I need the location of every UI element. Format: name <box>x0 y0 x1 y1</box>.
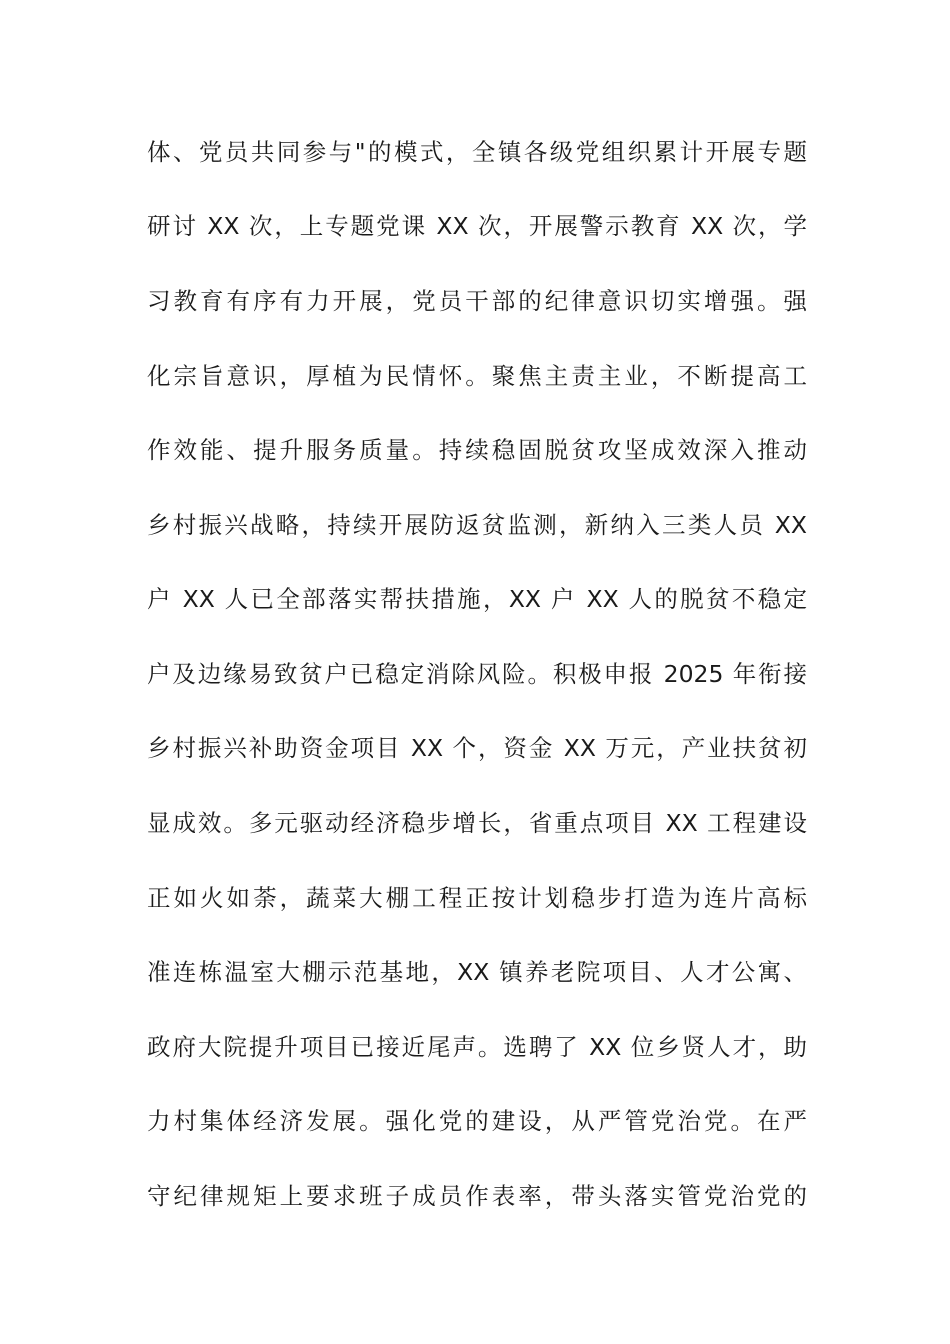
text-line: 体、党员共同参与"的模式，全镇各级党组织累计开展专题 <box>147 138 807 166</box>
text-line: 乡村振兴补助资金项目 XX 个，资金 XX 万元，产业扶贫初 <box>147 734 807 762</box>
text-line: 作效能、提升服务质量。持续稳固脱贫攻坚成效深入推动 <box>147 436 807 464</box>
text-line: 政府大院提升项目已接近尾声。选聘了 XX 位乡贤人才，助 <box>147 1033 807 1061</box>
text-line: 准连栋温室大棚示范基地，XX 镇养老院项目、人才公寓、 <box>147 958 807 986</box>
text-line: 正如火如荼，蔬菜大棚工程正按计划稳步打造为连片高标 <box>147 884 807 912</box>
text-line: 显成效。多元驱动经济稳步增长，省重点项目 XX 工程建设 <box>147 809 807 837</box>
text-line: 研讨 XX 次，上专题党课 XX 次，开展警示教育 XX 次，学 <box>147 212 807 240</box>
text-line: 户 XX 人已全部落实帮扶措施，XX 户 XX 人的脱贫不稳定 <box>147 585 807 613</box>
text-line: 力村集体经济发展。强化党的建设，从严管党治党。在严 <box>147 1107 807 1135</box>
text-line: 户及边缘易致贫户已稳定消除风险。积极申报 2025 年衔接 <box>147 660 807 688</box>
text-line: 习教育有序有力开展，党员干部的纪律意识切实增强。强 <box>147 287 807 315</box>
text-line: 守纪律规矩上要求班子成员作表率，带头落实管党治党的 <box>147 1182 807 1210</box>
text-line: 乡村振兴战略，持续开展防返贫监测，新纳入三类人员 XX <box>147 511 807 539</box>
text-line: 化宗旨意识，厚植为民情怀。聚焦主责主业，不断提高工 <box>147 362 807 390</box>
